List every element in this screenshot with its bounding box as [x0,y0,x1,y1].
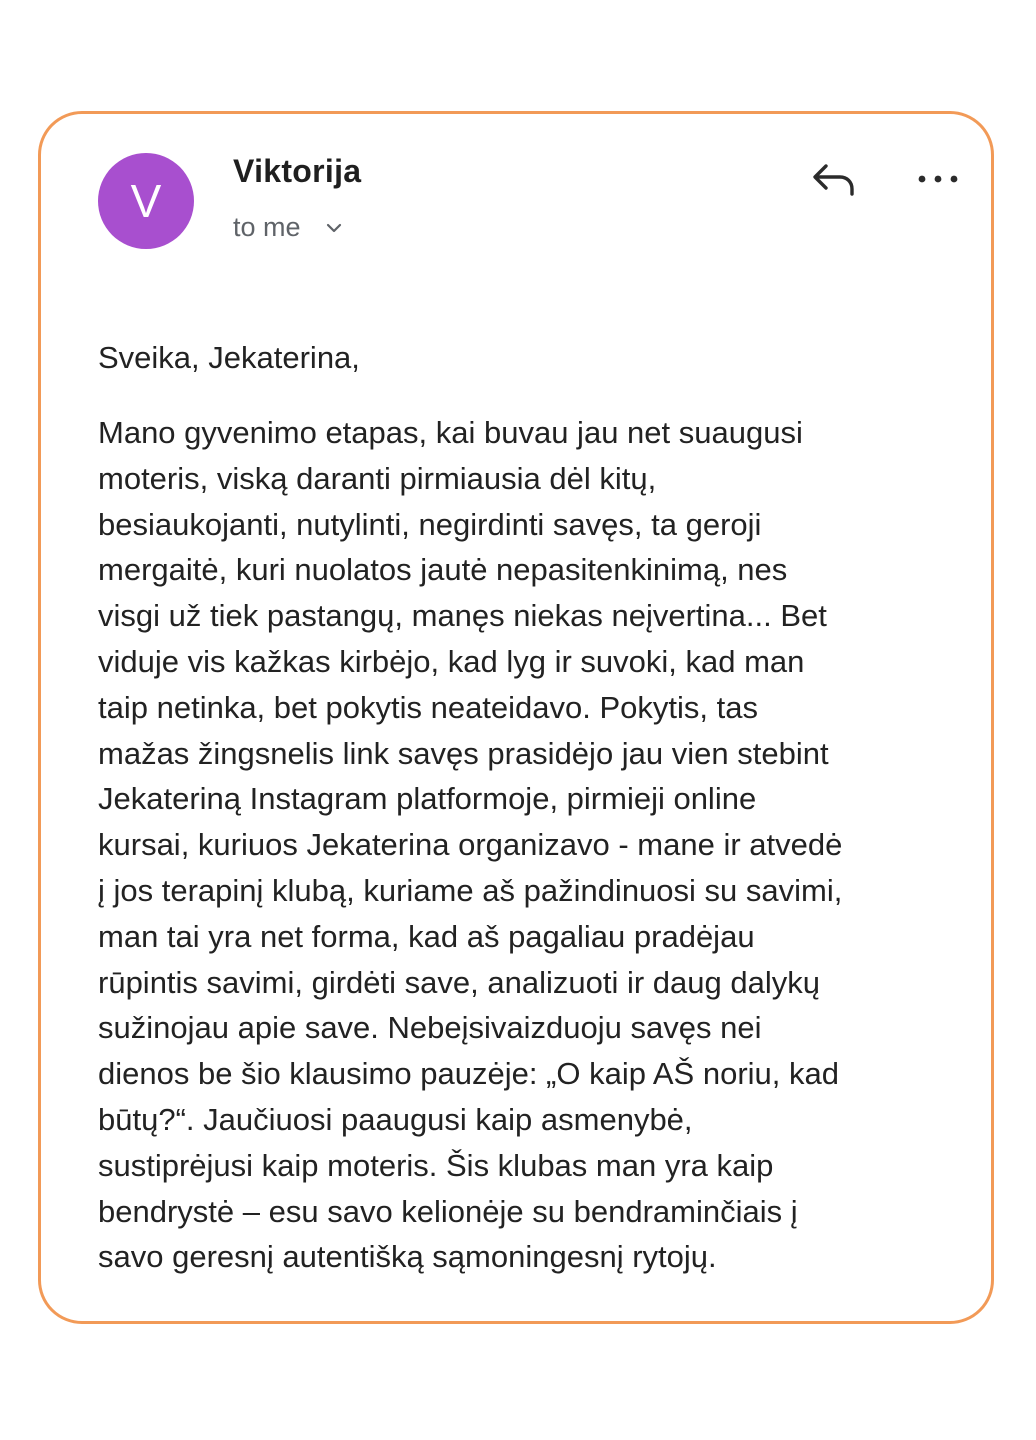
recipient-row[interactable] [233,212,345,243]
email-body: Mano gyvenimo etapas, kai buvau jau net suaugusi moteris, viską daranti pirmiausia dėl kitų, besiaukojanti, nutylinti, negirdinti savęs, ta geroji mergaitė, kuri nuolatos jautė nepasitenkinimą, nes visgi už tiek pastangų, manęs niekas neįvertina... Bet viduje vis kažkas kirbėjo, kad lyg ir suvoki, kad man taip netinka, bet pokytis neateidavo. Pokytis, tas mažas žingsnelis link savęs prasidėjo jau vien stebint Jekateriną Instagram platformoje, pirmieji online kursai, kuriuos Jekaterina organizavo - mane ir atvedė į jos terapinį klubą, kuriame aš pažindinuosi su savimi, man tai yra net forma, kad aš pagaliau pradėjau rūpintis savimi, girdėti save, analizuoti ir daug dalykų sužinojau apie save. Nebeįsivaizduoju savęs nei dienos be šio klausimo pauzėje: „O kaip AŠ noriu, kad būtų?“. Jaučiuosi paaugusi kaip asmenybė, sustiprėjusi kaip moteris. Šis klubas man yra kaip bendrystė – esu savo kelionėje su bendraminčiais į savo geresnį autentišką sąmoningesnį rytojų. [98,415,843,1275]
avatar[interactable] [98,153,194,249]
email-card [38,111,994,1324]
more-options-icon [916,172,960,190]
email-greeting: Sveika, Jekaterina, [98,340,360,375]
sender-name[interactable]: Viktorija [233,153,362,189]
reply-button[interactable] [807,157,861,203]
avatar-letter: V [130,175,162,227]
chevron-down-icon[interactable] [323,217,345,239]
reply-icon [810,158,858,203]
more-options-button[interactable] [911,162,965,200]
recipient-label: to me [233,212,301,242]
